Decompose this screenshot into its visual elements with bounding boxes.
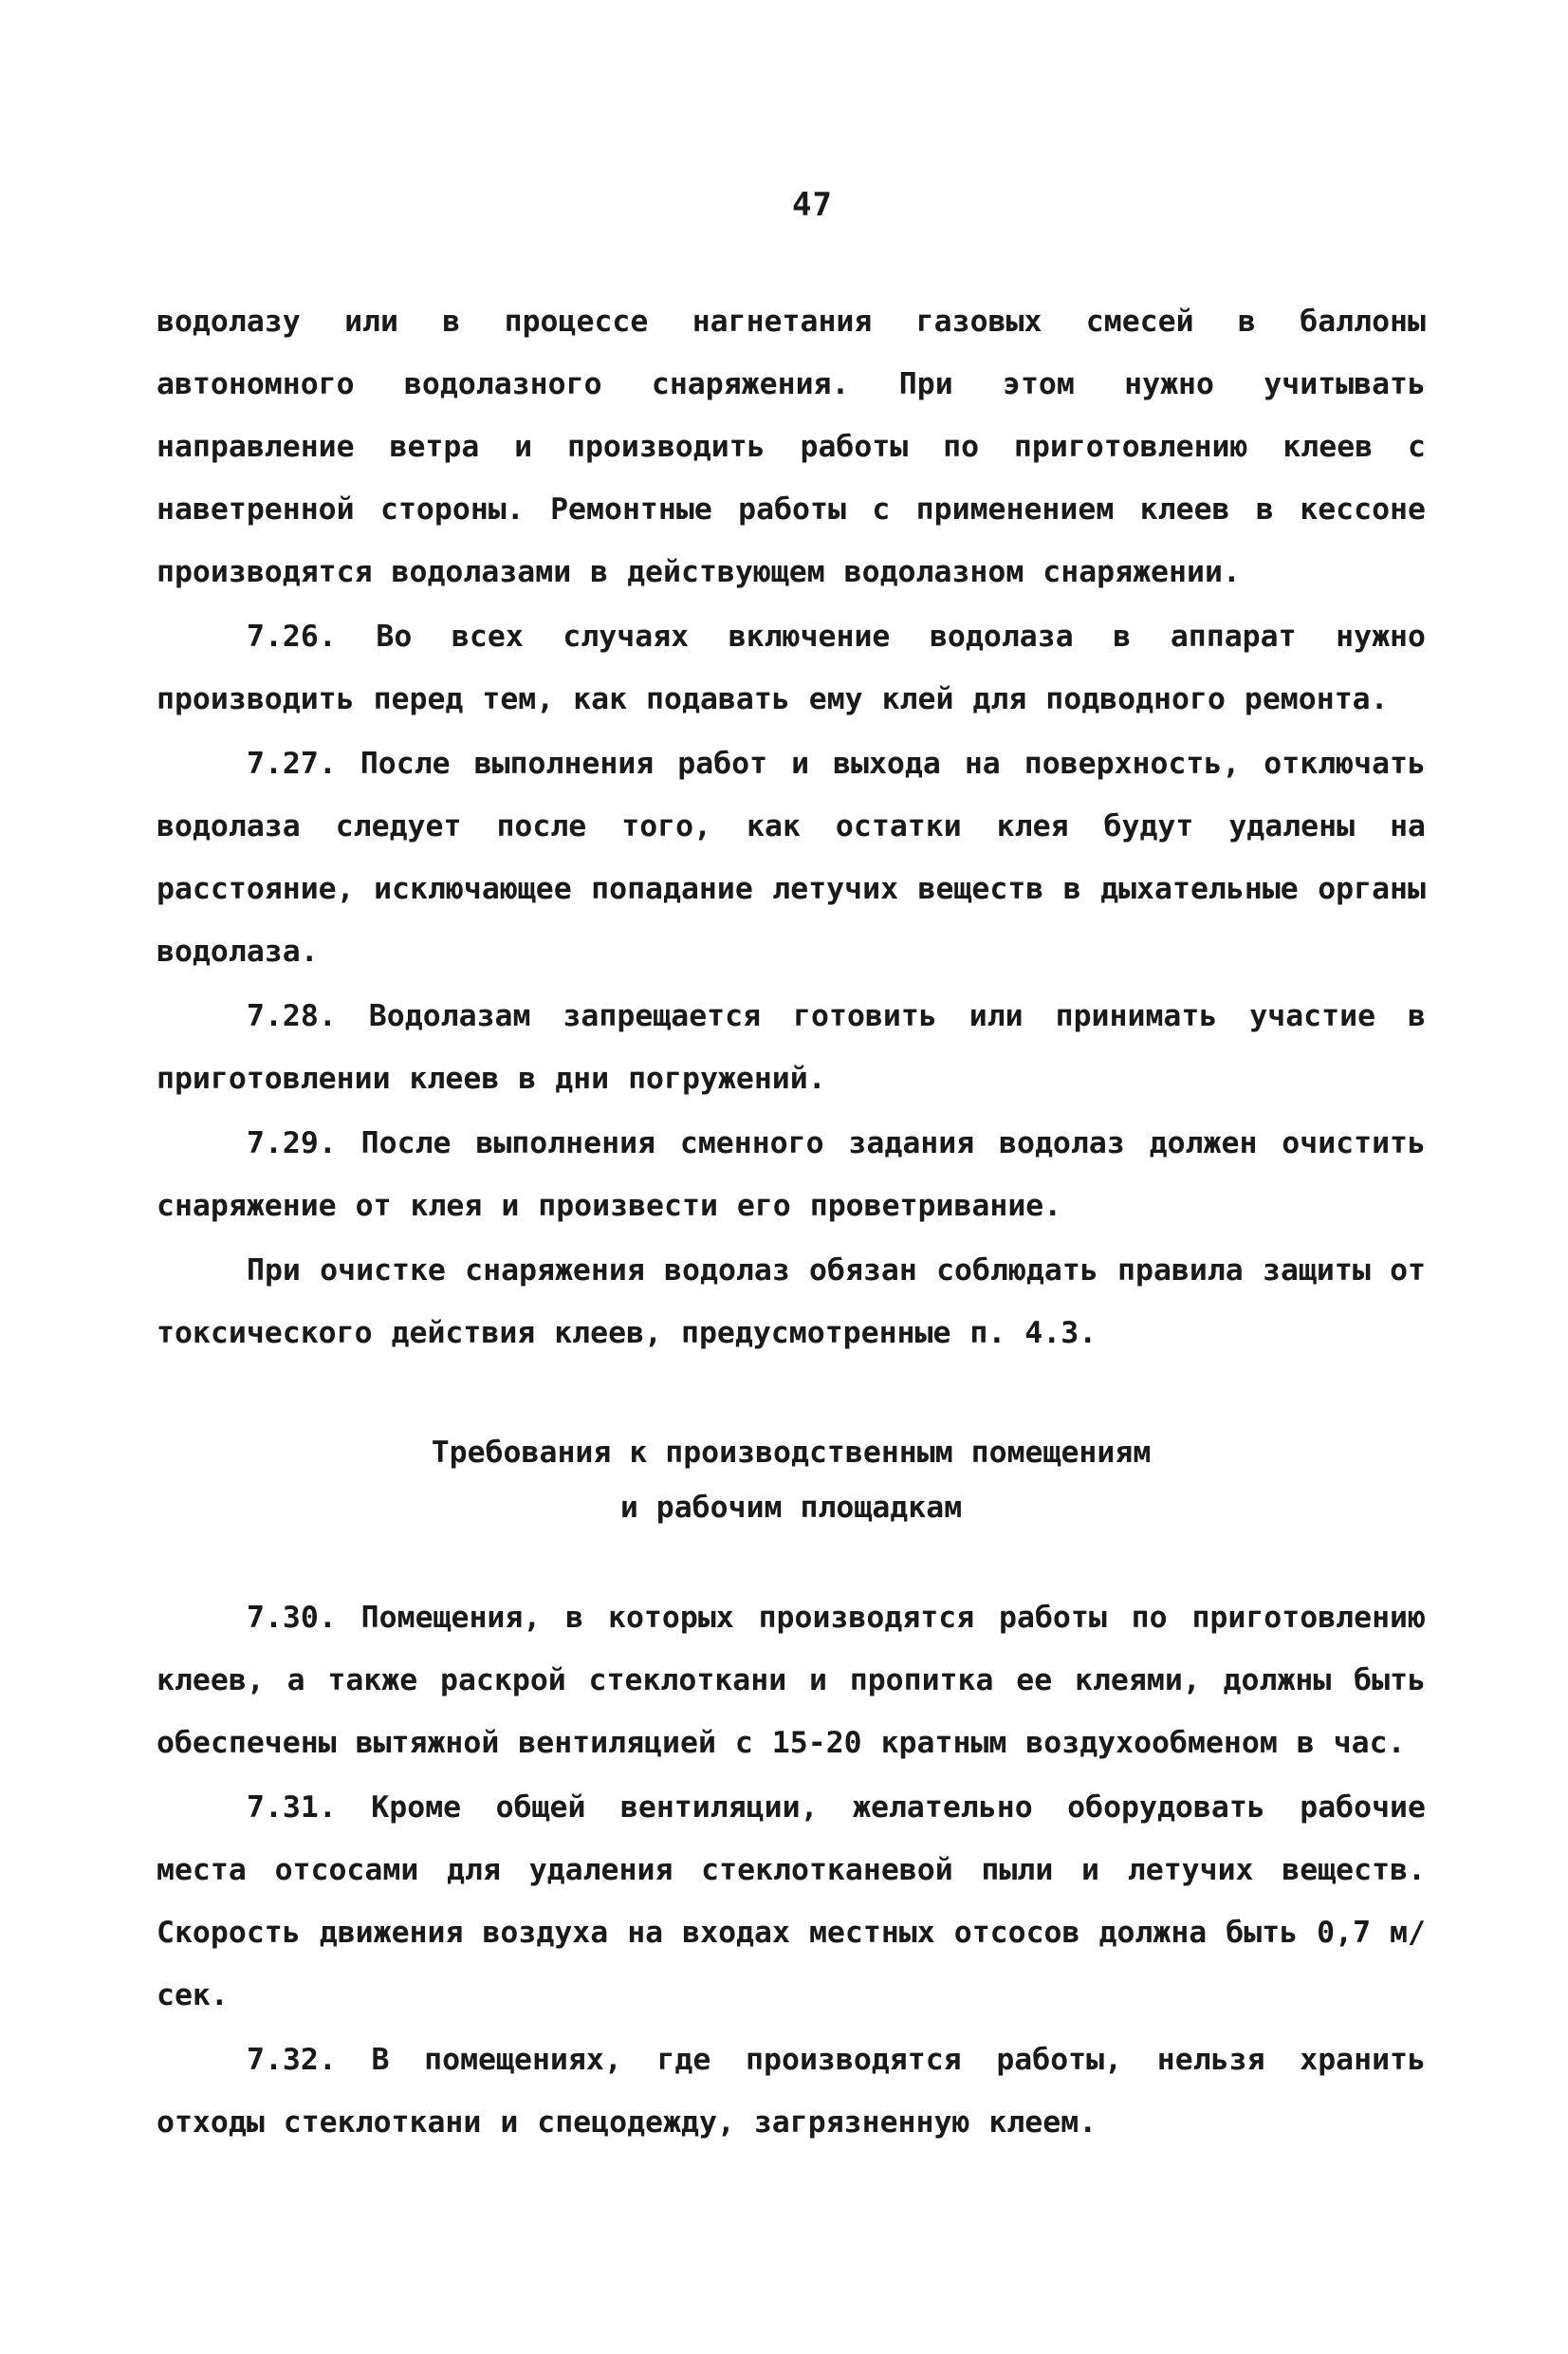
page-number: 47 [792, 186, 833, 224]
section-heading-line-2: и рабочим площадкам [619, 1491, 963, 1525]
paragraph-7-26: 7.26. Во всех случаях включение водолаза в аппарат нужно производить перед тем, как подавать ему клей для подводного ремонта. [157, 620, 1426, 716]
paragraph-continuation: водолазу или в процессе нагнетания газовых смесей в баллоны автономного водолазного снаряжения. При этом нужно учитывать направление ветра и производить работы по приготовлению клеев с наветренной стороны. Ремонтные работы с применением клеев в кессоне производятся водолазами в действующем водолазном снаряжении. [157, 305, 1426, 589]
paragraph-7-32: 7.32. В помещениях, где производятся работы, нельзя хранить отходы стеклоткани и спецодежду, загрязненную клеем. [157, 2043, 1426, 2140]
section-heading [157, 1425, 1426, 1535]
paragraph-7-30: 7.30. Помещения, в которых производятся работы по приготовлению клеев, а также раскрой стеклоткани и пропитка ее клеями, должны быть обеспечены вытяжной вентиляцией с 15-20 кратным воздухообменом в час. [157, 1601, 1426, 1760]
paragraph-7-28: 7.28. Водолазам запрещается готовить или принимать участие в приготовлении клеев в дни погружений. [157, 999, 1426, 1096]
paragraph-7-29: 7.29. После выполнения сменного задания водолаз должен очистить снаряжение от клея и произвести его проветривание. [157, 1126, 1426, 1223]
section-heading-line-1: Требования к производственным помещениям [431, 1436, 1152, 1470]
paragraph-7-31: 7.31. Кроме общей вентиляции, желательно оборудовать рабочие места отсосами для удаления стеклотканевой пыли и летучих веществ. Скорость движения воздуха на входах местных отсосов должна быть 0,7 м/сек. [157, 1790, 1426, 2012]
paragraph-7-29-cleaning: При очистке снаряжения водолаз обязан соблюдать правила защиты от токсического действия клеев, предусмотренные п. 4.3. [157, 1253, 1426, 1350]
paragraph-7-27: 7.27. После выполнения работ и выхода на поверхность, отключать водолаза следует после того, как остатки клея будут удалены на расстояние, исключающее попадание летучих веществ в дыхательные органы водолаза. [157, 747, 1426, 969]
